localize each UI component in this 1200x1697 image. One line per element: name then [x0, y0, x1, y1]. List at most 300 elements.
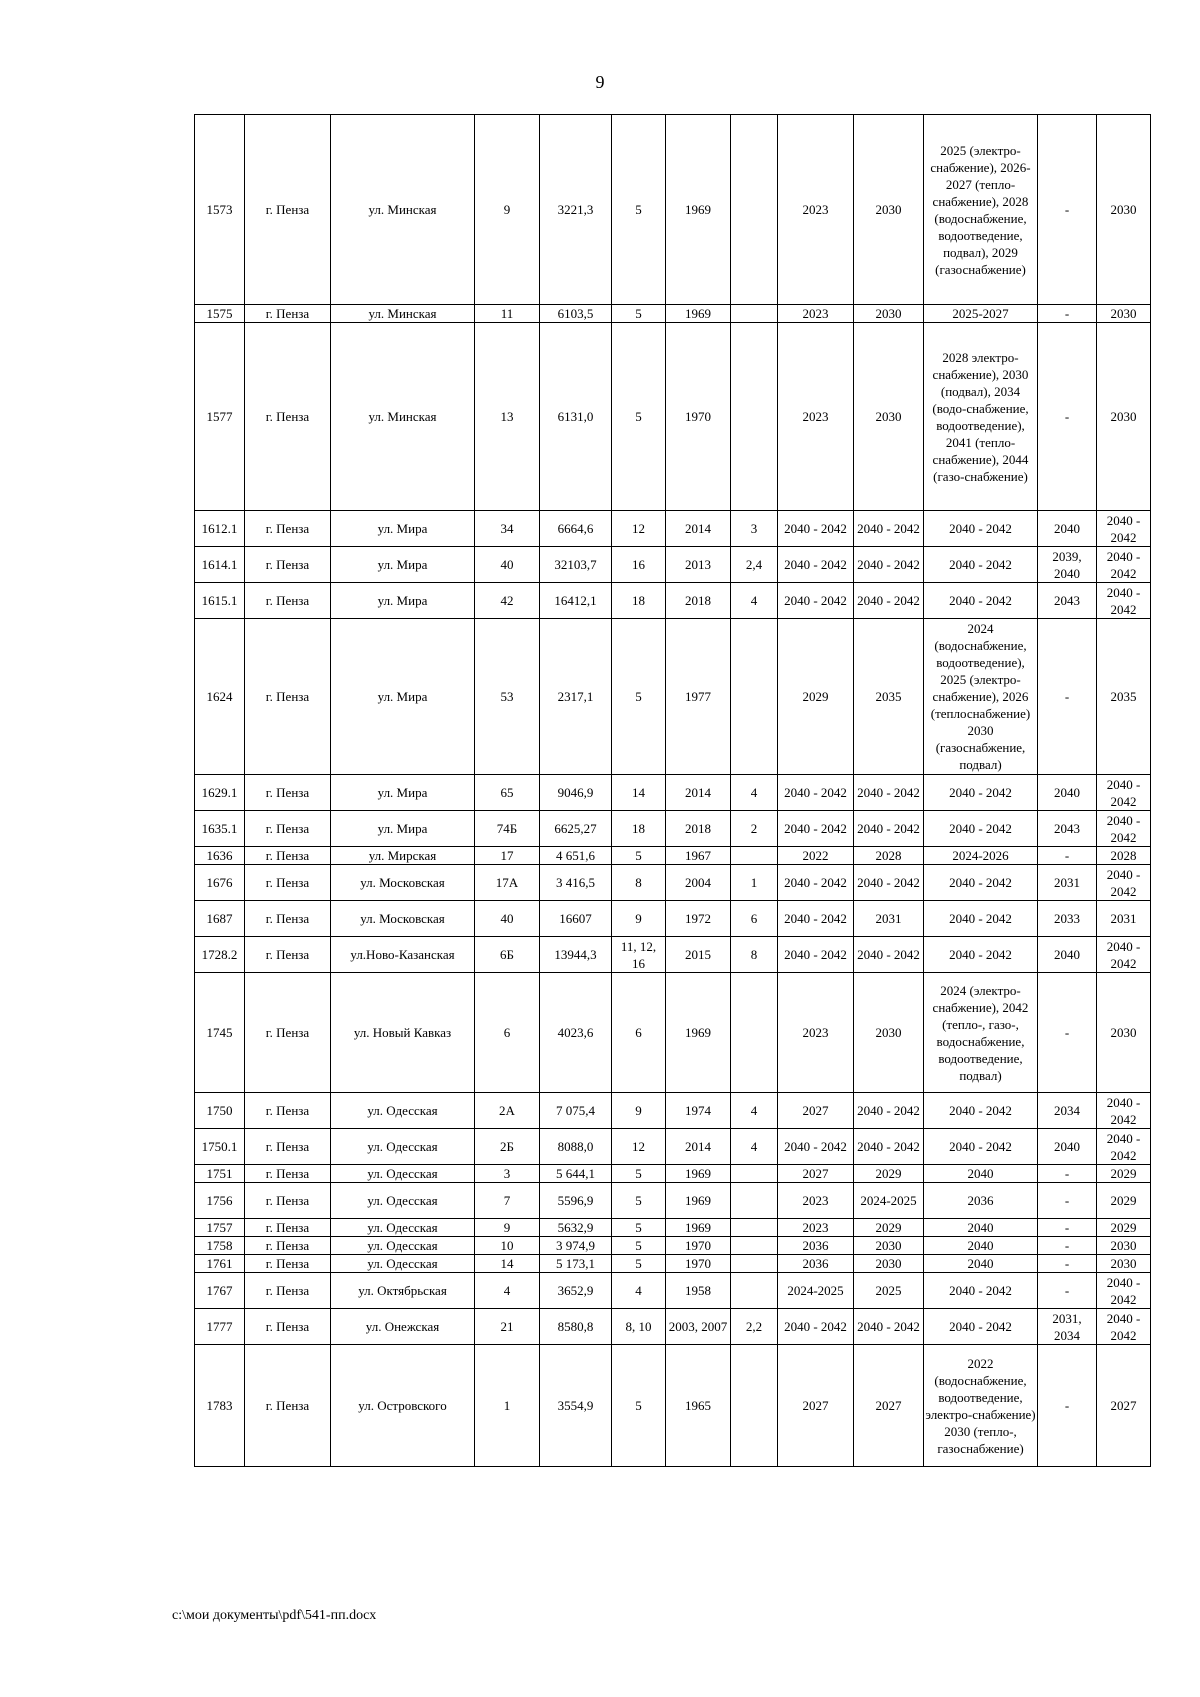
cell-year-built: 1969 — [666, 1183, 731, 1219]
cell-final-year: 2040 - 2042 — [1097, 811, 1151, 847]
cell-overhaul-year-2: 2028 — [854, 847, 924, 865]
cell-year-built: 1970 — [666, 1237, 731, 1255]
table-row — [195, 1165, 1151, 1183]
cell-works-schedule: 2040 - 2042 — [924, 511, 1038, 547]
cell-year-built: 1974 — [666, 1093, 731, 1129]
table-row — [195, 511, 1151, 547]
cell-house-number: 6Б — [475, 937, 540, 973]
cell-street: ул. Одесская — [331, 1255, 475, 1273]
cell-year-built: 2003, 2007 — [666, 1309, 731, 1345]
cell-col-8: 3 — [731, 511, 778, 547]
cell-overhaul-year-1: 2023 — [778, 1219, 854, 1237]
cell-works-schedule: 2040 - 2042 — [924, 583, 1038, 619]
cell-col-12: 2040 — [1038, 937, 1097, 973]
cell-works-schedule: 2025 (электро-снабжение), 2026-2027 (тепло-снабжение), 2028 (водоснабжение, водоотведение, подвал), 2029 (газоснабжение) — [924, 115, 1038, 305]
cell-street: ул. Новый Кавказ — [331, 973, 475, 1093]
cell-house-number: 17 — [475, 847, 540, 865]
cell-floors: 9 — [612, 1093, 666, 1129]
cell-col-12: 2039, 2040 — [1038, 547, 1097, 583]
cell-works-schedule: 2040 — [924, 1255, 1038, 1273]
cell-overhaul-year-1: 2036 — [778, 1237, 854, 1255]
cell-col-8 — [731, 1219, 778, 1237]
cell-overhaul-year-1: 2027 — [778, 1345, 854, 1467]
cell-final-year: 2040 - 2042 — [1097, 865, 1151, 901]
cell-area: 4 651,6 — [540, 847, 612, 865]
cell-area: 6131,0 — [540, 323, 612, 511]
cell-overhaul-year-1: 2027 — [778, 1165, 854, 1183]
cell-year-built: 2013 — [666, 547, 731, 583]
cell-area: 5596,9 — [540, 1183, 612, 1219]
cell-record-number: 1629.1 — [195, 775, 245, 811]
cell-record-number: 1777 — [195, 1309, 245, 1345]
cell-year-built: 1969 — [666, 973, 731, 1093]
cell-overhaul-year-2: 2030 — [854, 305, 924, 323]
cell-house-number: 34 — [475, 511, 540, 547]
cell-house-number: 2Б — [475, 1129, 540, 1165]
cell-record-number: 1745 — [195, 973, 245, 1093]
page-number: 9 — [595, 72, 605, 92]
cell-overhaul-year-1: 2023 — [778, 973, 854, 1093]
cell-floors: 18 — [612, 583, 666, 619]
cell-city: г. Пенза — [245, 583, 331, 619]
table-row — [195, 937, 1151, 973]
cell-house-number: 65 — [475, 775, 540, 811]
cell-works-schedule: 2040 - 2042 — [924, 775, 1038, 811]
table-row — [195, 323, 1151, 511]
cell-col-8 — [731, 1183, 778, 1219]
cell-area: 6664,6 — [540, 511, 612, 547]
cell-area: 3 974,9 — [540, 1237, 612, 1255]
table-row — [195, 847, 1151, 865]
cell-record-number: 1635.1 — [195, 811, 245, 847]
cell-area: 8088,0 — [540, 1129, 612, 1165]
cell-final-year: 2040 - 2042 — [1097, 1093, 1151, 1129]
cell-area: 5 173,1 — [540, 1255, 612, 1273]
cell-col-8 — [731, 305, 778, 323]
cell-street: ул. Одесская — [331, 1219, 475, 1237]
cell-record-number: 1612.1 — [195, 511, 245, 547]
cell-floors: 5 — [612, 305, 666, 323]
cell-year-built: 1969 — [666, 1219, 731, 1237]
cell-street: ул. Одесская — [331, 1237, 475, 1255]
cell-house-number: 53 — [475, 619, 540, 775]
cell-col-8: 2 — [731, 811, 778, 847]
cell-overhaul-year-1: 2040 - 2042 — [778, 583, 854, 619]
cell-col-12: 2043 — [1038, 811, 1097, 847]
cell-col-8: 1 — [731, 865, 778, 901]
cell-overhaul-year-2: 2029 — [854, 1165, 924, 1183]
cell-record-number: 1750.1 — [195, 1129, 245, 1165]
cell-col-8 — [731, 1237, 778, 1255]
cell-floors: 5 — [612, 1237, 666, 1255]
cell-area: 8580,8 — [540, 1309, 612, 1345]
cell-house-number: 17А — [475, 865, 540, 901]
cell-overhaul-year-2: 2040 - 2042 — [854, 1093, 924, 1129]
cell-record-number: 1758 — [195, 1237, 245, 1255]
cell-street: ул.Ново-Казанская — [331, 937, 475, 973]
table-row — [195, 305, 1151, 323]
cell-works-schedule: 2040 - 2042 — [924, 1309, 1038, 1345]
cell-floors: 5 — [612, 1183, 666, 1219]
cell-house-number: 7 — [475, 1183, 540, 1219]
cell-final-year: 2040 - 2042 — [1097, 583, 1151, 619]
cell-floors: 5 — [612, 619, 666, 775]
cell-overhaul-year-1: 2029 — [778, 619, 854, 775]
cell-col-8 — [731, 847, 778, 865]
cell-col-12: 2040 — [1038, 1129, 1097, 1165]
cell-floors: 6 — [612, 973, 666, 1093]
cell-house-number: 21 — [475, 1309, 540, 1345]
cell-col-8 — [731, 1255, 778, 1273]
cell-record-number: 1761 — [195, 1255, 245, 1273]
cell-street: ул. Минская — [331, 323, 475, 511]
cell-house-number: 10 — [475, 1237, 540, 1255]
cell-city: г. Пенза — [245, 1345, 331, 1467]
table-body — [195, 115, 1151, 1467]
cell-street: ул. Минская — [331, 115, 475, 305]
cell-final-year: 2030 — [1097, 323, 1151, 511]
table-row — [195, 1237, 1151, 1255]
cell-area: 16607 — [540, 901, 612, 937]
cell-works-schedule: 2024 (водоснабжение, водоотведение), 2025 (электро-снабжение), 2026 (теплоснабжение) 2030 (газоснабжение, подвал) — [924, 619, 1038, 775]
cell-record-number: 1728.2 — [195, 937, 245, 973]
cell-overhaul-year-1: 2027 — [778, 1093, 854, 1129]
cell-year-built: 2004 — [666, 865, 731, 901]
cell-overhaul-year-2: 2040 - 2042 — [854, 937, 924, 973]
cell-col-8: 4 — [731, 775, 778, 811]
cell-house-number: 74Б — [475, 811, 540, 847]
cell-overhaul-year-2: 2030 — [854, 1237, 924, 1255]
cell-street: ул. Одесская — [331, 1183, 475, 1219]
cell-floors: 5 — [612, 847, 666, 865]
cell-final-year: 2040 - 2042 — [1097, 547, 1151, 583]
table-row — [195, 619, 1151, 775]
cell-col-12: 2033 — [1038, 901, 1097, 937]
cell-overhaul-year-1: 2040 - 2042 — [778, 511, 854, 547]
cell-col-8: 6 — [731, 901, 778, 937]
cell-col-12: - — [1038, 1237, 1097, 1255]
cell-city: г. Пенза — [245, 511, 331, 547]
cell-col-8: 4 — [731, 1093, 778, 1129]
table-row — [195, 811, 1151, 847]
table-row — [195, 583, 1151, 619]
cell-overhaul-year-1: 2040 - 2042 — [778, 1129, 854, 1165]
cell-col-12: - — [1038, 323, 1097, 511]
cell-overhaul-year-1: 2040 - 2042 — [778, 547, 854, 583]
cell-area: 3 416,5 — [540, 865, 612, 901]
cell-record-number: 1750 — [195, 1093, 245, 1129]
cell-overhaul-year-1: 2023 — [778, 1183, 854, 1219]
cell-city: г. Пенза — [245, 1219, 331, 1237]
cell-floors: 14 — [612, 775, 666, 811]
cell-house-number: 14 — [475, 1255, 540, 1273]
cell-works-schedule: 2028 электро-снабжение), 2030 (подвал), 2034 (водо-снабжение, водоотведение), 2041 (тепло-снабжение), 2044 (газо-снабжение) — [924, 323, 1038, 511]
cell-overhaul-year-2: 2040 - 2042 — [854, 547, 924, 583]
cell-city: г. Пенза — [245, 115, 331, 305]
cell-overhaul-year-1: 2040 - 2042 — [778, 901, 854, 937]
cell-col-12: - — [1038, 1345, 1097, 1467]
cell-record-number: 1676 — [195, 865, 245, 901]
cell-overhaul-year-1: 2023 — [778, 115, 854, 305]
cell-final-year: 2028 — [1097, 847, 1151, 865]
cell-overhaul-year-1: 2040 - 2042 — [778, 1309, 854, 1345]
table-row — [195, 865, 1151, 901]
cell-works-schedule: 2024 (электро-снабжение), 2042 (тепло-, газо-, водоснабжение, водоотведение, подвал) — [924, 973, 1038, 1093]
table-row — [195, 1345, 1151, 1467]
cell-final-year: 2040 - 2042 — [1097, 511, 1151, 547]
cell-area: 7 075,4 — [540, 1093, 612, 1129]
cell-col-12: - — [1038, 619, 1097, 775]
cell-col-8: 4 — [731, 1129, 778, 1165]
cell-final-year: 2030 — [1097, 1237, 1151, 1255]
cell-final-year: 2030 — [1097, 1255, 1151, 1273]
table-row — [195, 547, 1151, 583]
cell-col-8 — [731, 1273, 778, 1309]
cell-col-12: 2031 — [1038, 865, 1097, 901]
cell-floors: 9 — [612, 901, 666, 937]
table-row — [195, 115, 1151, 305]
cell-city: г. Пенза — [245, 305, 331, 323]
cell-city: г. Пенза — [245, 973, 331, 1093]
cell-area: 3652,9 — [540, 1273, 612, 1309]
cell-col-8 — [731, 323, 778, 511]
cell-floors: 8, 10 — [612, 1309, 666, 1345]
cell-floors: 5 — [612, 1219, 666, 1237]
cell-year-built: 1972 — [666, 901, 731, 937]
table-row — [195, 1093, 1151, 1129]
cell-overhaul-year-2: 2030 — [854, 115, 924, 305]
cell-overhaul-year-1: 2023 — [778, 305, 854, 323]
cell-city: г. Пенза — [245, 811, 331, 847]
table-row — [195, 775, 1151, 811]
cell-year-built: 1970 — [666, 323, 731, 511]
cell-final-year: 2029 — [1097, 1219, 1151, 1237]
cell-area: 3221,3 — [540, 115, 612, 305]
cell-street: ул. Мира — [331, 547, 475, 583]
cell-floors: 12 — [612, 1129, 666, 1165]
cell-year-built: 1958 — [666, 1273, 731, 1309]
cell-record-number: 1783 — [195, 1345, 245, 1467]
cell-col-8: 2,2 — [731, 1309, 778, 1345]
cell-works-schedule: 2040 - 2042 — [924, 937, 1038, 973]
cell-floors: 12 — [612, 511, 666, 547]
cell-final-year: 2027 — [1097, 1345, 1151, 1467]
cell-overhaul-year-1: 2022 — [778, 847, 854, 865]
cell-year-built: 2014 — [666, 511, 731, 547]
cell-col-12: - — [1038, 305, 1097, 323]
cell-house-number: 6 — [475, 973, 540, 1093]
cell-final-year: 2040 - 2042 — [1097, 1273, 1151, 1309]
cell-house-number: 9 — [475, 115, 540, 305]
table-row — [195, 1219, 1151, 1237]
cell-city: г. Пенза — [245, 775, 331, 811]
cell-city: г. Пенза — [245, 1129, 331, 1165]
cell-city: г. Пенза — [245, 1237, 331, 1255]
cell-col-12: - — [1038, 847, 1097, 865]
cell-street: ул. Мирская — [331, 847, 475, 865]
cell-overhaul-year-1: 2040 - 2042 — [778, 775, 854, 811]
cell-floors: 5 — [612, 115, 666, 305]
cell-year-built: 1967 — [666, 847, 731, 865]
cell-city: г. Пенза — [245, 1309, 331, 1345]
cell-col-12: - — [1038, 1183, 1097, 1219]
cell-overhaul-year-1: 2023 — [778, 323, 854, 511]
cell-col-12: 2031, 2034 — [1038, 1309, 1097, 1345]
cell-overhaul-year-2: 2030 — [854, 323, 924, 511]
table-row — [195, 973, 1151, 1093]
cell-street: ул. Одесская — [331, 1165, 475, 1183]
cell-house-number: 2А — [475, 1093, 540, 1129]
cell-col-8 — [731, 619, 778, 775]
cell-final-year: 2030 — [1097, 305, 1151, 323]
cell-works-schedule: 2036 — [924, 1183, 1038, 1219]
cell-overhaul-year-2: 2040 - 2042 — [854, 775, 924, 811]
cell-year-built: 1970 — [666, 1255, 731, 1273]
cell-col-12: 2040 — [1038, 775, 1097, 811]
cell-overhaul-year-2: 2030 — [854, 973, 924, 1093]
cell-final-year: 2040 - 2042 — [1097, 775, 1151, 811]
cell-col-12: 2043 — [1038, 583, 1097, 619]
cell-street: ул. Онежская — [331, 1309, 475, 1345]
cell-house-number: 40 — [475, 547, 540, 583]
cell-city: г. Пенза — [245, 1255, 331, 1273]
cell-record-number: 1636 — [195, 847, 245, 865]
cell-col-8 — [731, 973, 778, 1093]
cell-area: 5632,9 — [540, 1219, 612, 1237]
cell-overhaul-year-2: 2027 — [854, 1345, 924, 1467]
cell-overhaul-year-2: 2040 - 2042 — [854, 583, 924, 619]
cell-city: г. Пенза — [245, 865, 331, 901]
cell-city: г. Пенза — [245, 547, 331, 583]
cell-record-number: 1615.1 — [195, 583, 245, 619]
cell-works-schedule: 2040 — [924, 1219, 1038, 1237]
cell-floors: 4 — [612, 1273, 666, 1309]
cell-record-number: 1687 — [195, 901, 245, 937]
cell-city: г. Пенза — [245, 847, 331, 865]
cell-house-number: 42 — [475, 583, 540, 619]
cell-works-schedule: 2040 — [924, 1165, 1038, 1183]
cell-area: 4023,6 — [540, 973, 612, 1093]
cell-overhaul-year-2: 2040 - 2042 — [854, 865, 924, 901]
cell-works-schedule: 2040 - 2042 — [924, 547, 1038, 583]
table-row — [195, 1183, 1151, 1219]
cell-house-number: 9 — [475, 1219, 540, 1237]
cell-floors: 8 — [612, 865, 666, 901]
cell-col-12: - — [1038, 1165, 1097, 1183]
cell-record-number: 1573 — [195, 115, 245, 305]
cell-record-number: 1575 — [195, 305, 245, 323]
cell-street: ул. Мира — [331, 583, 475, 619]
cell-year-built: 1969 — [666, 1165, 731, 1183]
cell-house-number: 11 — [475, 305, 540, 323]
cell-area: 6103,5 — [540, 305, 612, 323]
cell-overhaul-year-2: 2040 - 2042 — [854, 511, 924, 547]
cell-area: 9046,9 — [540, 775, 612, 811]
cell-house-number: 13 — [475, 323, 540, 511]
cell-street: ул. Одесская — [331, 1093, 475, 1129]
cell-col-8 — [731, 1345, 778, 1467]
cell-works-schedule: 2040 - 2042 — [924, 865, 1038, 901]
cell-year-built: 2015 — [666, 937, 731, 973]
cell-street: ул. Мира — [331, 511, 475, 547]
cell-floors: 5 — [612, 1345, 666, 1467]
cell-final-year: 2030 — [1097, 973, 1151, 1093]
cell-col-8 — [731, 115, 778, 305]
cell-col-8 — [731, 1165, 778, 1183]
cell-col-12: - — [1038, 115, 1097, 305]
cell-overhaul-year-2: 2030 — [854, 1255, 924, 1273]
cell-year-built: 2014 — [666, 1129, 731, 1165]
cell-floors: 5 — [612, 323, 666, 511]
cell-col-12: 2034 — [1038, 1093, 1097, 1129]
cell-street: ул. Московская — [331, 901, 475, 937]
cell-street: ул. Одесская — [331, 1129, 475, 1165]
cell-overhaul-year-1: 2040 - 2042 — [778, 865, 854, 901]
cell-record-number: 1577 — [195, 323, 245, 511]
cell-works-schedule: 2040 - 2042 — [924, 1093, 1038, 1129]
cell-city: г. Пенза — [245, 1165, 331, 1183]
cell-overhaul-year-2: 2035 — [854, 619, 924, 775]
cell-overhaul-year-1: 2036 — [778, 1255, 854, 1273]
cell-house-number: 40 — [475, 901, 540, 937]
cell-record-number: 1614.1 — [195, 547, 245, 583]
cell-works-schedule: 2040 — [924, 1237, 1038, 1255]
cell-year-built: 1969 — [666, 305, 731, 323]
cell-overhaul-year-2: 2029 — [854, 1219, 924, 1237]
cell-floors: 5 — [612, 1165, 666, 1183]
cell-final-year: 2040 - 2042 — [1097, 1309, 1151, 1345]
cell-record-number: 1751 — [195, 1165, 245, 1183]
cell-overhaul-year-2: 2040 - 2042 — [854, 811, 924, 847]
cell-col-12: - — [1038, 1219, 1097, 1237]
cell-floors: 11, 12, 16 — [612, 937, 666, 973]
cell-area: 6625,27 — [540, 811, 612, 847]
cell-col-12: - — [1038, 973, 1097, 1093]
cell-area: 16412,1 — [540, 583, 612, 619]
cell-works-schedule: 2025-2027 — [924, 305, 1038, 323]
cell-overhaul-year-2: 2025 — [854, 1273, 924, 1309]
cell-works-schedule: 2040 - 2042 — [924, 901, 1038, 937]
cell-works-schedule: 2040 - 2042 — [924, 1129, 1038, 1165]
cell-overhaul-year-1: 2040 - 2042 — [778, 937, 854, 973]
cell-final-year: 2029 — [1097, 1183, 1151, 1219]
cell-street: ул. Мира — [331, 775, 475, 811]
cell-city: г. Пенза — [245, 1093, 331, 1129]
cell-overhaul-year-1: 2024-2025 — [778, 1273, 854, 1309]
cell-street: ул. Мира — [331, 811, 475, 847]
cell-street: ул. Минская — [331, 305, 475, 323]
cell-city: г. Пенза — [245, 1273, 331, 1309]
cell-house-number: 1 — [475, 1345, 540, 1467]
table-row — [195, 1255, 1151, 1273]
cell-record-number: 1756 — [195, 1183, 245, 1219]
cell-area: 32103,7 — [540, 547, 612, 583]
cell-area: 5 644,1 — [540, 1165, 612, 1183]
cell-street: ул. Московская — [331, 865, 475, 901]
table-row — [195, 1309, 1151, 1345]
cell-area: 2317,1 — [540, 619, 612, 775]
cell-works-schedule: 2040 - 2042 — [924, 1273, 1038, 1309]
cell-col-8: 4 — [731, 583, 778, 619]
table-row — [195, 901, 1151, 937]
cell-final-year: 2040 - 2042 — [1097, 1129, 1151, 1165]
footer-file-path: c:\мои документы\pdf\541-пп.docx — [172, 1608, 377, 1623]
cell-house-number: 4 — [475, 1273, 540, 1309]
cell-floors: 5 — [612, 1255, 666, 1273]
cell-street: ул. Островского — [331, 1345, 475, 1467]
cell-floors: 18 — [612, 811, 666, 847]
cell-year-built: 1977 — [666, 619, 731, 775]
